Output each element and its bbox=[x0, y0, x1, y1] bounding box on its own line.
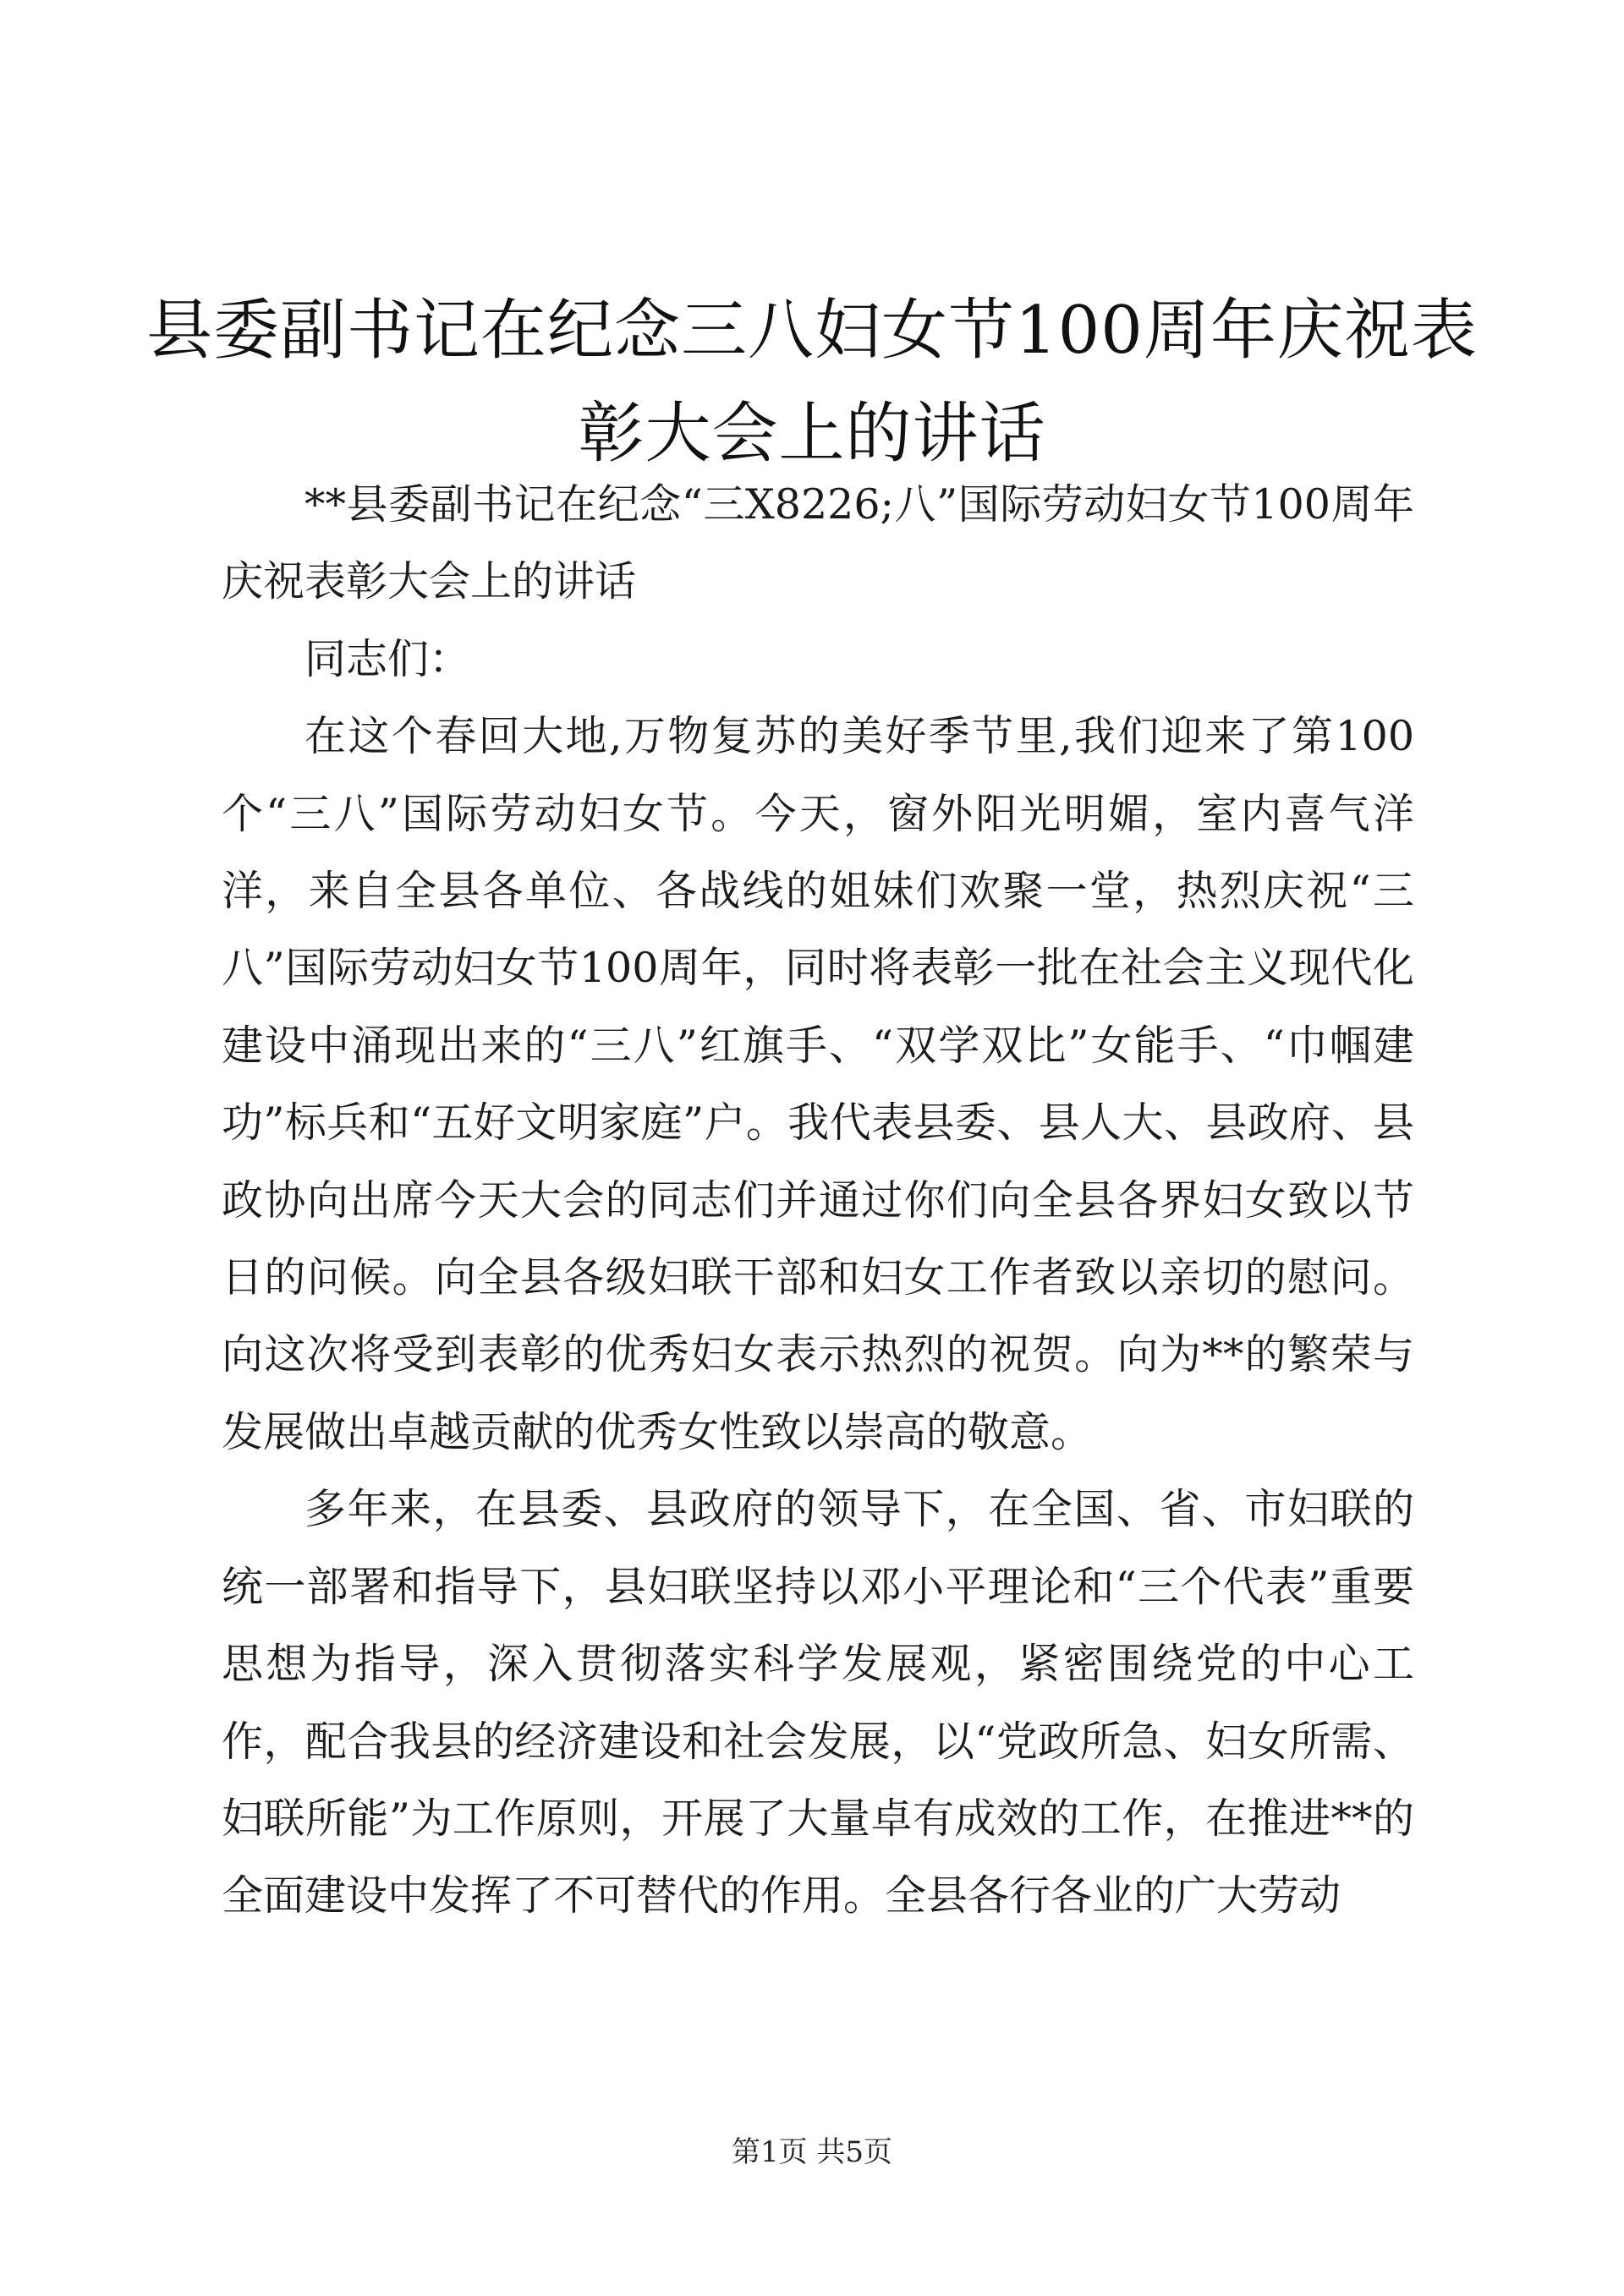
subtitle-paragraph: **县委副书记在纪念“三X8226;八”国际劳动妇女节100周年庆祝表彰大会上的讲话 bbox=[222, 480, 1414, 606]
salutation-paragraph: 同志们： bbox=[304, 634, 471, 683]
title-line-1: 县委副书记在纪念三八妇女节100周年庆祝表 bbox=[146, 293, 1478, 369]
document-body bbox=[222, 466, 1414, 1935]
page-footer: 第1页 共5页 bbox=[731, 2135, 893, 2169]
body-paragraph: 多年来，在县委、县政府的领导下，在全国、省、市妇联的统一部署和指导下，县妇联坚持以邓小平理论和“三个代表”重要思想为指导，深入贯彻落实科学发展观，紧密围绕党的中心工作，配合我县的经济建设和社会发展，以“党政所急、妇女所需、妇联所能”为工作原则，开展了大量卓有成效的工作，在推进**的全面建设中发挥了不可替代的作用。全县各行各业的广大劳动 bbox=[222, 1485, 1414, 1921]
title-line-2: 彰大会上的讲话 bbox=[578, 396, 1046, 472]
document-title bbox=[118, 279, 1506, 485]
body-paragraph: 在这个春回大地,万物复苏的美好季节里,我们迎来了第100个“三八”国际劳动妇女节。今天，窗外阳光明媚，室内喜气洋洋，来自全县各单位、各战线的姐妹们欢聚一堂，热烈庆祝“三八”国际劳动妇女节100周年，同时将表彰一批在社会主义现代化建设中涌现出来的“三八”红旗手、“双学双比”女能手、“巾帼建功”标兵和“五好文明家庭”户。我代表县委、县人大、县政府、县政协向出席今天大会的同志们并通过你们向全县各界妇女致以节日的问候。向全县各级妇联干部和妇女工作者致以亲切的慰问。向这次将受到表彰的优秀妇女表示热烈的祝贺。向为**的繁荣与发展做出卓越贡献的优秀女性致以崇高的敬意。 bbox=[222, 712, 1414, 1456]
